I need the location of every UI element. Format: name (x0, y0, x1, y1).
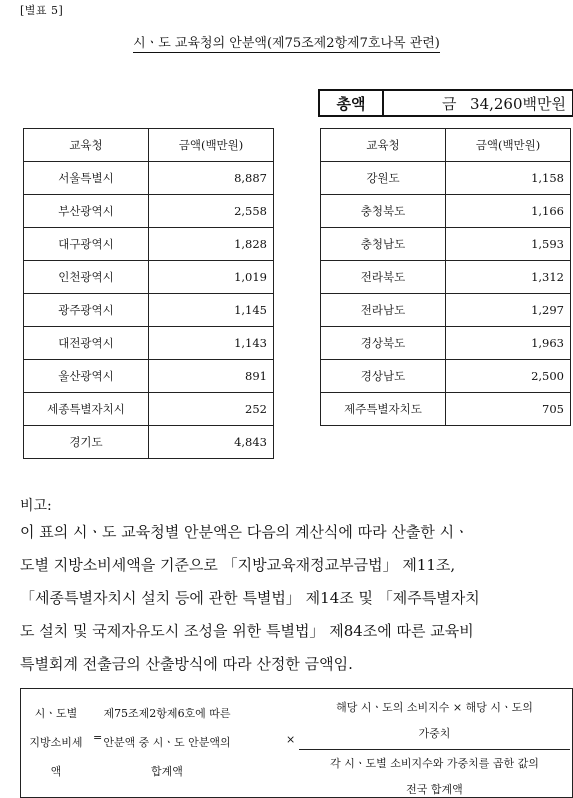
formula-mid-line: 안분액 중 시ㆍ도 안분액의 (103, 736, 231, 749)
office-name: 부산광역시 (24, 195, 149, 228)
office-amount: 1,166 (446, 195, 571, 228)
office-amount: 1,312 (446, 261, 571, 294)
office-amount: 4,843 (149, 426, 274, 459)
office-name: 경기도 (24, 426, 149, 459)
table-row (321, 162, 571, 195)
office-name: 인천광역시 (24, 261, 149, 294)
formula-mid-line: 제75조제2항제6호에 따른 (103, 707, 231, 720)
office-name: 전라남도 (321, 294, 446, 327)
total-label: 총액 (320, 91, 384, 115)
total-value (384, 91, 572, 115)
formula-times: × (286, 733, 296, 746)
table-row (24, 195, 274, 228)
table-row (321, 294, 571, 327)
office-name: 경상남도 (321, 360, 446, 393)
table-row (321, 327, 571, 360)
office-name: 강원도 (321, 162, 446, 195)
formula-mid-line: 합계액 (151, 765, 183, 778)
remarks-heading: 비고: (20, 498, 52, 514)
office-amount: 1,143 (149, 327, 274, 360)
table-row (321, 261, 571, 294)
formula-middle-term (103, 699, 231, 786)
table-row (321, 195, 571, 228)
formula-denominator-line: 각 시ㆍ도별 소비지수와 가중치를 곱한 값의 (330, 757, 539, 770)
office-name: 세종특별자치시 (24, 393, 149, 426)
remarks-body (20, 516, 573, 681)
office-amount: 1,963 (446, 327, 571, 360)
document-tag: [별표 5] (20, 4, 64, 17)
office-amount: 1,145 (149, 294, 274, 327)
formula-lhs-line: 지방소비세 (29, 736, 83, 749)
office-name: 광주광역시 (24, 294, 149, 327)
table-row (24, 162, 274, 195)
allocation-table-left (23, 128, 274, 459)
total-amount: 34,260백만원 (470, 94, 566, 113)
table-row (24, 261, 274, 294)
column-header-amount: 금액(백만원) (446, 129, 571, 162)
office-amount: 252 (149, 393, 274, 426)
formula-denominator-line: 전국 합계액 (406, 783, 463, 796)
column-header-office: 교육청 (321, 129, 446, 162)
formula-lhs (25, 699, 87, 786)
table-row (24, 294, 274, 327)
office-name: 충청북도 (321, 195, 446, 228)
table-row (321, 228, 571, 261)
document-title-text: 시ㆍ도 교육청의 안분액(제75조제2항제7호나목 관련) (133, 36, 440, 51)
office-name: 충청남도 (321, 228, 446, 261)
allocation-table-right (320, 128, 571, 426)
formula-lhs-line: 시ㆍ도별 (34, 707, 78, 720)
formula-numerator-line: 가중치 (418, 727, 451, 740)
office-amount: 8,887 (149, 162, 274, 195)
table-row (24, 426, 274, 459)
column-header-office: 교육청 (24, 129, 149, 162)
office-name: 울산광역시 (24, 360, 149, 393)
table-row (321, 393, 571, 426)
remarks-line: 도 설치 및 국제자유도시 조성을 위한 특별법」 제84조에 따른 교육비 (20, 622, 474, 640)
office-amount: 1,158 (446, 162, 571, 195)
table-header-row (321, 129, 571, 162)
remarks-line: 이 표의 시ㆍ도 교육청별 안분액은 다음의 계산식에 따라 산출한 시ㆍ (20, 523, 469, 541)
office-name: 서울특별시 (24, 162, 149, 195)
table-row (24, 327, 274, 360)
formula-denominator (295, 750, 573, 798)
office-amount: 891 (149, 360, 274, 393)
office-amount: 2,558 (149, 195, 274, 228)
formula-fraction (295, 693, 573, 798)
table-row (24, 393, 274, 426)
remarks-line: 「세종특별자치시 설치 등에 관한 특별법」 제14조 및 「제주특별자치 (20, 589, 480, 607)
office-name: 경상북도 (321, 327, 446, 360)
table-row (321, 360, 571, 393)
office-amount: 705 (446, 393, 571, 426)
document-title (0, 32, 573, 51)
office-amount: 1,019 (149, 261, 274, 294)
formula-numerator (295, 693, 573, 747)
table-header-row (24, 129, 274, 162)
formula-box (20, 688, 573, 798)
office-amount: 1,593 (446, 228, 571, 261)
total-prefix: 금 (442, 94, 457, 113)
formula-lhs-line: 액 (50, 765, 62, 778)
office-amount: 2,500 (446, 360, 571, 393)
formula-equals: = (93, 731, 103, 744)
office-name: 제주특별자치도 (321, 393, 446, 426)
column-header-amount: 금액(백만원) (149, 129, 274, 162)
office-amount: 1,297 (446, 294, 571, 327)
remarks-line: 도별 지방소비세액을 기준으로 「지방교육재정교부금법」 제11조, (20, 556, 456, 574)
table-row (24, 360, 274, 393)
remarks-line: 특별회계 전출금의 산출방식에 따라 산정한 금액임. (20, 655, 353, 673)
table-row (24, 228, 274, 261)
office-name: 대구광역시 (24, 228, 149, 261)
total-box (318, 89, 573, 117)
formula-numerator-line: 해당 시ㆍ도의 소비지수 × 해당 시ㆍ도의 (336, 701, 533, 714)
office-name: 대전광역시 (24, 327, 149, 360)
office-name: 전라북도 (321, 261, 446, 294)
office-amount: 1,828 (149, 228, 274, 261)
